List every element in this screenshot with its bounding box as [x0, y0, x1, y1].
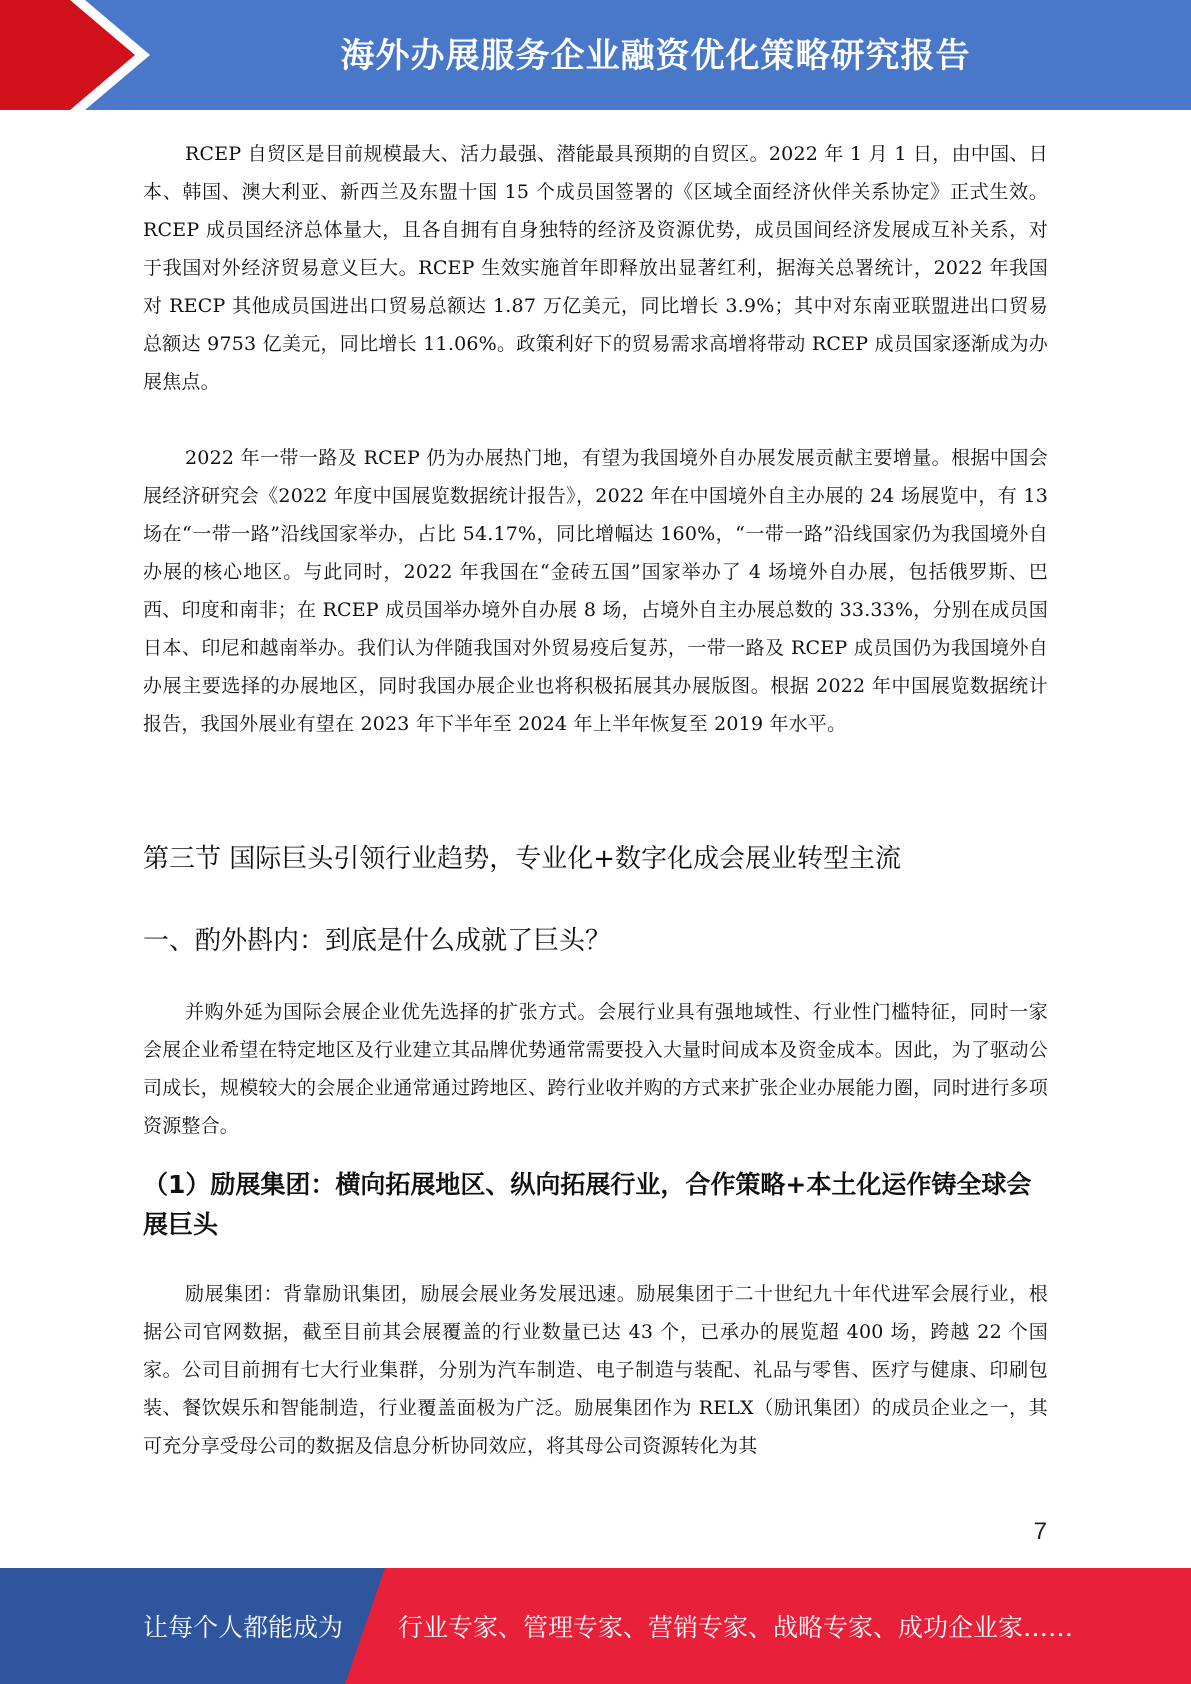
subheading-reed-exhibitions: （1）励展集团：横向拓展地区、纵向拓展行业，合作策略+本土化运作铸全球会展巨头: [143, 1170, 1032, 1239]
page-footer: [0, 1568, 1191, 1684]
footer-slogan-right: 行业专家、管理专家、营销专家、战略专家、成功企业家……: [398, 1613, 1074, 1642]
paragraph-mergers: 并购外延为国际会展企业优先选择的扩张方式。会展行业具有强地域性、行业性门槛特征，同时一家会展企业希望在特定地区及行业建立其品牌优势通常需要投入大量时间成本及资金成本。因此，为了驱动公司成长，规模较大的会展企业通常通过跨地区、跨行业收并购的方式来扩张企业办展能力圈，同时进行多项资源整合。: [143, 1001, 1048, 1137]
red-chevron-decoration: [0, 0, 150, 110]
paragraph-rcep: RCEP 自贸区是目前规模最大、活力最强、潜能最具预期的自贸区。2022 年 1 月 1 日，由中国、日本、韩国、澳大利亚、新西兰及东盟十国 15 个成员国签署的《区域全面经济伙伴关系协定》正式生效。RCEP 成员国经济总体量大，且各自拥有自身独特的经济及资源优势，成员国间经济发展成互补关系，对于我国对外经济贸易意义巨大。RCEP 生效实施首年即释放出显著红利，据海关总署统计，2022 年我国对 RECP 其他成员国进出口贸易总额达 1.87 万亿美元，同比增长 3.9%；其中对东南亚联盟进出口贸易总额达 9753 亿美元，同比增长 11.06%。政策利好下的贸易需求高增将带动 RCEP 成员国家逐渐成为办展焦点。: [143, 143, 1048, 393]
paragraph-belt-road: 2022 年一带一路及 RCEP 仍为办展热门地，有望为我国境外自办展发展贡献主要增量。根据中国会展经济研究会《2022 年度中国展览数据统计报告》，2022 年在中国境外自主办展的 24 场展览中，有 13 场在“一带一路”沿线国家举办，占比 54.17%，同比增幅达 160%，“一带一路”沿线国家仍为我国境外自办展的核心地区。与此同时，2022 年我国在“金砖五国”国家举办了 4 场境外自办展，包括俄罗斯、巴西、印度和南非；在 RCEP 成员国举办境外自办展 8 场，占境外自主办展总数的 33.33%，分别在成员国日本、印尼和越南举办。我们认为伴随我国对外贸易疫后复苏，一带一路及 RCEP 成员国仍为我国境外自办展主要选择的办展地区，同时我国办展企业也将积极拓展其办展版图。根据 2022 年中国展览数据统计报告，我国外展业有望在 2023 年下半年至 2024 年上半年恢复至 2019 年水平。: [143, 447, 1048, 735]
section-heading: 第三节 国际巨头引领行业趋势，专业化+数字化成会展业转型主流: [143, 844, 902, 874]
page-number: 7: [1033, 1518, 1047, 1545]
footer-slogan-left: 让每个人都能成为: [143, 1613, 344, 1642]
report-title: 海外办展服务企业融资优化策略研究报告: [340, 35, 971, 76]
page-content: [143, 135, 1048, 1465]
subheading-giants: 一、酌外斟内：到底是什么成就了巨头？: [143, 926, 612, 956]
page-header: [0, 0, 1191, 110]
paragraph-reed-exhibitions: 励展集团：背靠励讯集团，励展会展业务发展迅速。励展集团于二十世纪九十年代进军会展行业，根据公司官网数据，截至目前其会展覆盖的行业数量已达 43 个，已承办的展览超 400 场，跨越 22 个国家。公司目前拥有七大行业集群，分别为汽车制造、电子制造与装配、礼品与零售、医疗与健康、印刷包装、餐饮娱乐和智能制造，行业覆盖面极为广泛。励展集团作为 RELX（励讯集团）的成员企业之一，其可充分享受母公司的数据及信息分析协同效应，将其母公司资源转化为其: [143, 1283, 1048, 1457]
